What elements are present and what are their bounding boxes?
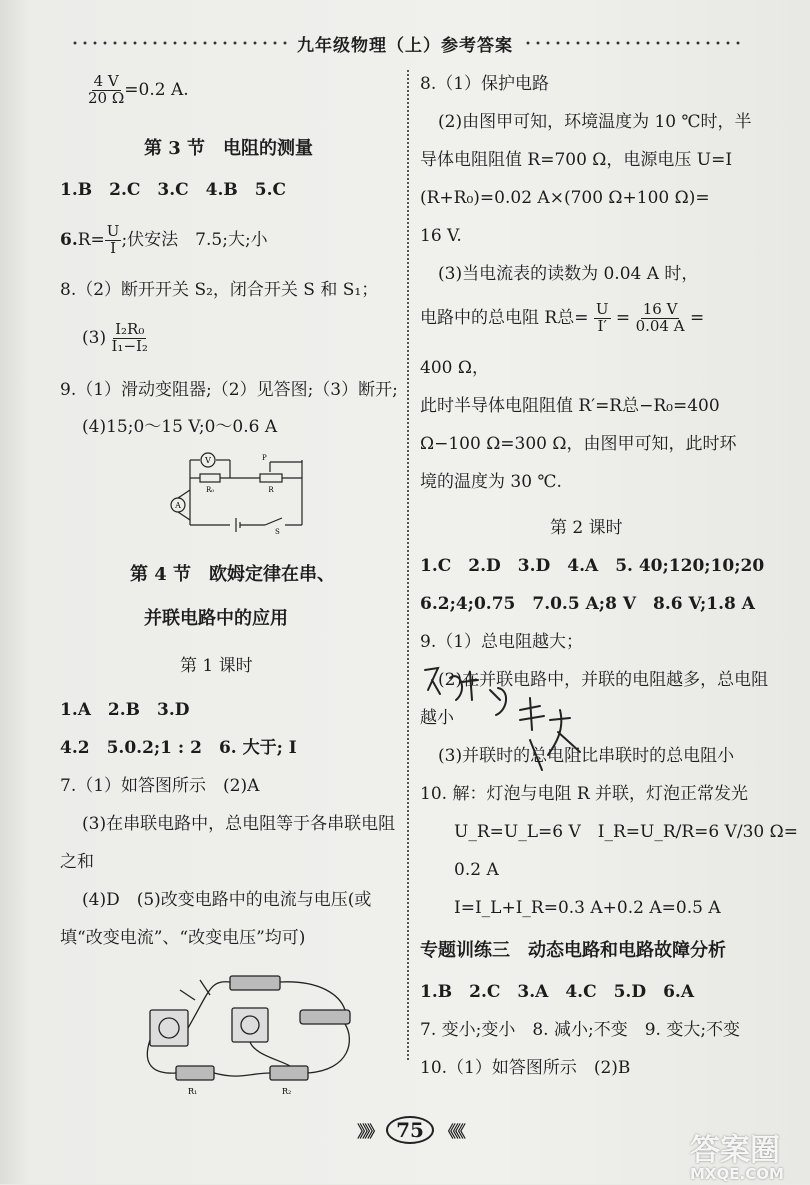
switch-label: S bbox=[275, 528, 280, 535]
lesson1-answer-7-3-cont: 之和 bbox=[60, 852, 94, 872]
lesson1-answer-7-45: (4)D (5)改变电路中的电流与电压(或 bbox=[82, 890, 372, 910]
header-dotted-rule-left bbox=[70, 40, 287, 46]
equals-sign: = bbox=[689, 307, 705, 328]
answer-8-3: (3)当电流表的读数为 0.04 A 时， bbox=[438, 264, 699, 284]
lesson2-answer-10-line3: 0.2 A bbox=[454, 860, 499, 880]
formula-lhs: 电路中的总电阻 R总= bbox=[420, 307, 589, 328]
rheostat-label: R bbox=[268, 486, 274, 494]
fraction-result: =0.2 A. bbox=[124, 79, 189, 100]
watermark-line1: 答案圈 bbox=[690, 1133, 780, 1168]
lesson1-answers-1-3: 1.A 2.B 3.D bbox=[60, 700, 190, 720]
fraction-numerator: 4 V bbox=[93, 72, 119, 90]
lesson2-answer-10-line4: I=I_L+I_R=0.3 A+0.2 A=0.5 A bbox=[454, 898, 721, 918]
fraction-numerator: U bbox=[595, 300, 609, 318]
watermark bbox=[690, 1125, 810, 1185]
lesson1-answer-7-3: (3)在串联电路中，总电阻等于各串联电阻 bbox=[82, 814, 396, 834]
lesson2-answers-1-5: 1.C 2.D 3.D 4.A 5. 40;120;10;20 bbox=[420, 556, 765, 576]
answer-8-3-line4: 境的温度为 30 ℃. bbox=[420, 472, 562, 492]
ammeter-label: A bbox=[175, 501, 181, 510]
q-number: 6. bbox=[60, 229, 78, 250]
answer-8-2-line3: (R+R₀)=0.02 A×(700 Ω+100 Ω)= bbox=[420, 188, 710, 208]
handwritten-scribble bbox=[420, 660, 590, 780]
fraction bbox=[105, 224, 122, 257]
circuit-diagram-1 bbox=[170, 450, 320, 535]
fraction bbox=[88, 74, 124, 107]
fraction-denominator: 20 Ω bbox=[88, 88, 125, 107]
lesson2-answer-9-1: 9.（1）总电阻越大； bbox=[420, 632, 584, 652]
lesson2-answer-10-line2: U_R=U_L=6 V I_R=U_R/R=6 V/30 Ω= bbox=[454, 822, 798, 842]
footer-right-chevrons: 《《《 bbox=[439, 1121, 463, 1141]
watermark-line2: MXQE.COM bbox=[690, 1165, 784, 1183]
special-answer-10: 10.（1）如答图所示 (2)B bbox=[420, 1058, 631, 1078]
fraction-numerator: U bbox=[106, 222, 120, 240]
special-answers-1-6: 1.B 2.C 3.A 4.C 5.D 6.A bbox=[420, 982, 695, 1002]
section-4-title-line1: 第 4 节 欧姆定律在串、 bbox=[130, 564, 336, 585]
section-3-title: 第 3 节 电阻的测量 bbox=[144, 138, 314, 159]
part-label: (3) bbox=[82, 327, 107, 348]
fraction bbox=[112, 322, 148, 355]
fraction-numerator: I₂R₀ bbox=[115, 320, 145, 338]
resistor-r1-label: R₁ bbox=[188, 1087, 198, 1096]
sec3-answer-9: 9.（1）滑动变阻器;（2）见答图;（3）断开; bbox=[60, 380, 398, 400]
lesson2-answer-9-3: (3)并联时的总电阻比串联时的总电阻小 bbox=[438, 746, 735, 766]
voltmeter-label: V bbox=[205, 456, 211, 465]
lesson2-answers-6-8: 6.2;4;0.75 7.0.5 A;8 V 8.6 V;1.8 A bbox=[420, 594, 755, 614]
sec3-answer-9-4: (4)15;0～15 V;0～0.6 A bbox=[82, 417, 278, 437]
fraction-u-over-i bbox=[594, 302, 611, 335]
answer-8-2-line4: 16 V. bbox=[420, 226, 462, 246]
lesson-2-title: 第 2 课时 bbox=[550, 518, 623, 538]
answer-8-3-line3: Ω−100 Ω=300 Ω，由图甲可知，此时环 bbox=[420, 434, 737, 454]
header-dotted-rule-right bbox=[523, 40, 740, 46]
page-header bbox=[60, 30, 750, 56]
answer-8-1: 8.（1）保护电路 bbox=[420, 74, 550, 94]
lesson-1-title: 第 1 课时 bbox=[180, 656, 253, 676]
page-number: 75 bbox=[386, 1116, 434, 1144]
resistor-r2-label: R₂ bbox=[282, 1087, 292, 1096]
sec3-answer-6-7 bbox=[60, 224, 268, 257]
answer-8-3-result: 400 Ω， bbox=[420, 358, 489, 378]
fraction-values bbox=[636, 302, 685, 335]
answer-8-3-formula: 电路中的总电阻 R总= $\frac{U}{I'}$ = $\frac{16 V}{0.04 A}$ = bbox=[420, 300, 705, 335]
answer-fraction-line bbox=[88, 74, 189, 107]
fraction-denominator: I₁−I₂ bbox=[111, 336, 148, 355]
sec3-answers-1-5: 1.B 2.C 3.C 4.B 5.C bbox=[60, 180, 287, 200]
footer-left-chevrons: 》》》 bbox=[357, 1121, 381, 1141]
answer-text: ;伏安法 7.5;大;小 bbox=[121, 229, 268, 250]
fraction-denominator: I′ bbox=[597, 316, 607, 335]
section-4-title-line2: 并联电路中的应用 bbox=[144, 608, 288, 629]
fraction-denominator: 0.04 A bbox=[635, 316, 685, 335]
circuit-diagram-2 bbox=[140, 970, 370, 1100]
lesson2-answer-9-2: (2)在并联电路中，并联的电阻越多，总电阻 bbox=[438, 670, 769, 690]
lesson1-answers-4-6: 4.2 5.0.2;1 : 2 6. 大于; Ⅰ bbox=[60, 738, 297, 758]
lesson2-answer-10: 10. 解：灯泡与电阻 R 并联，灯泡正常发光 bbox=[420, 784, 749, 804]
page-footer bbox=[345, 1115, 475, 1145]
special-training-3-title: 专题训练三 动态电路和电路故障分析 bbox=[420, 940, 726, 961]
slider-label: P bbox=[262, 454, 267, 462]
answer-8-3-line2: 此时半导体电阻阻值 R′=R总−R₀=400 bbox=[420, 396, 720, 416]
lesson1-answer-7-5-cont: 填“改变电流”、“改变电压”均可) bbox=[60, 928, 306, 948]
sec3-answer-8-2: 8.（2）断开开关 S₂，闭合开关 S 和 S₁； bbox=[60, 280, 379, 300]
resistor-r0-label: R₀ bbox=[205, 486, 215, 494]
answer-8-2: (2)由图甲可知，环境温度为 10 ℃时，半 bbox=[438, 112, 752, 132]
formula-lhs: R= bbox=[77, 229, 105, 250]
special-answers-7-9: 7. 变小;变小 8. 减小;不变 9. 变大;不变 bbox=[420, 1020, 741, 1040]
header-title: 九年级物理（上）参考答案 bbox=[297, 35, 513, 56]
sec3-answer-8-3 bbox=[82, 322, 148, 355]
lesson2-answer-9-2-cont: 越小 bbox=[420, 708, 454, 728]
answer-8-2-line2: 导体电阻阻值 R=700 Ω，电源电压 U=I bbox=[420, 150, 733, 170]
lesson1-answer-7: 7.（1）如答图所示 (2)A bbox=[60, 776, 260, 796]
column-divider bbox=[407, 70, 409, 1060]
fraction-denominator: I bbox=[110, 238, 117, 257]
fraction-numerator: 16 V bbox=[642, 300, 678, 318]
